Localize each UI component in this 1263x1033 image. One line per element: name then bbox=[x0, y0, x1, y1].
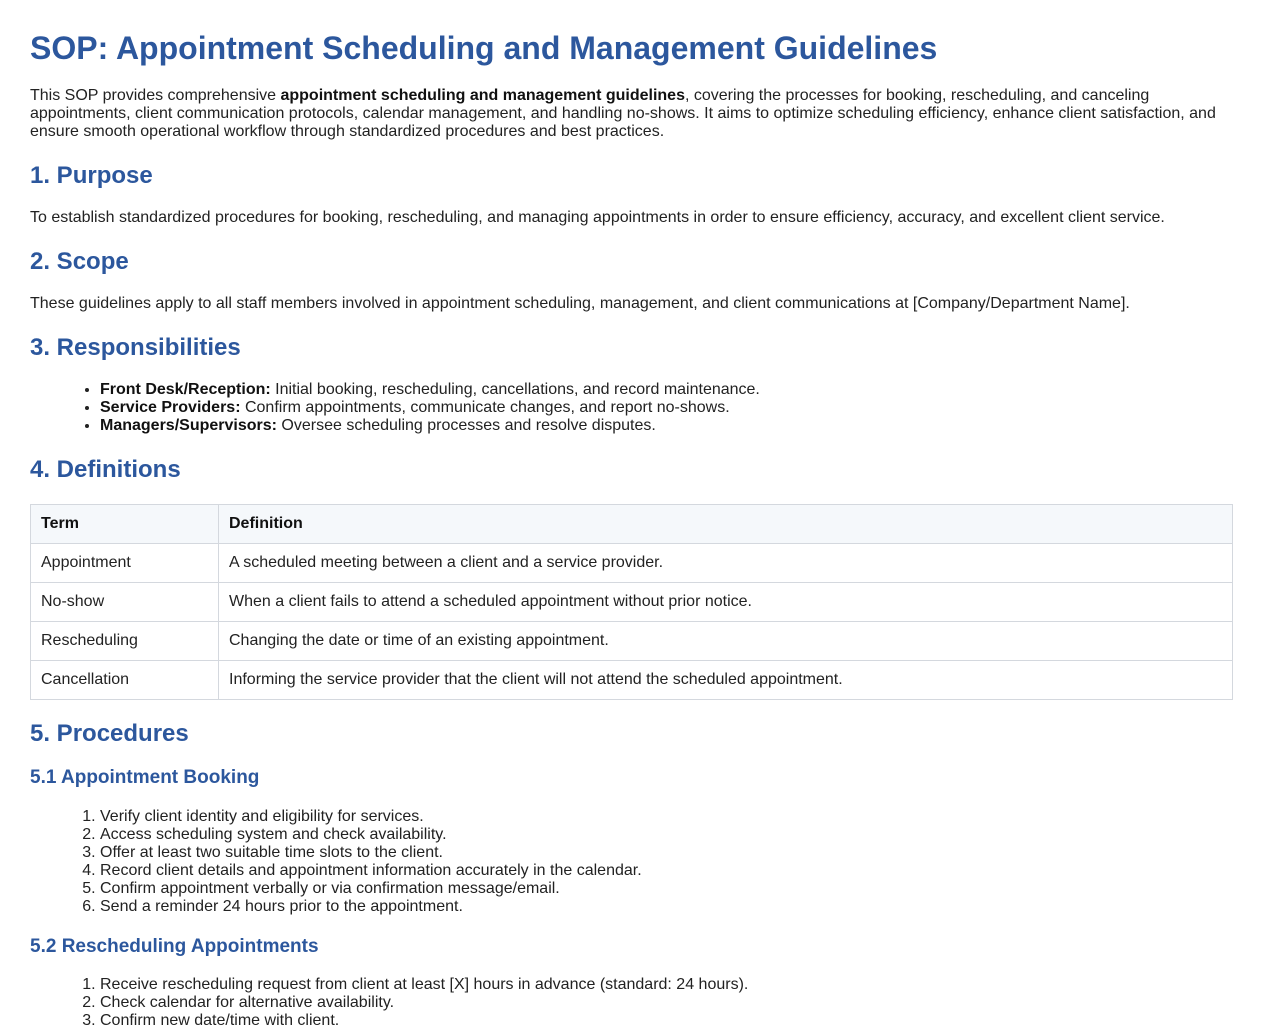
role-description: Confirm appointments, communicate changes, and report no-shows. bbox=[240, 399, 730, 416]
list-item bbox=[100, 381, 760, 399]
scope-heading: 2. Scope bbox=[30, 248, 129, 275]
intro-text-start: This SOP provides comprehensive bbox=[30, 87, 281, 104]
purpose-text: To establish standardized procedures for booking, rescheduling, and managing appointments in order to ensure efficiency, accuracy, and excellent client service. bbox=[30, 209, 1165, 226]
booking-steps-list bbox=[30, 808, 642, 916]
list-item: 5. Confirm appointment verbally or via confirmation message/email. bbox=[100, 880, 642, 898]
term-cell: No-show bbox=[31, 583, 219, 622]
procedures-heading: 5. Procedures bbox=[30, 720, 189, 747]
responsibilities-heading: 3. Responsibilities bbox=[30, 334, 241, 361]
purpose-heading: 1. Purpose bbox=[30, 162, 153, 189]
list-item: 2. Check calendar for alternative availability. bbox=[100, 994, 748, 1012]
list-item: 6. Send a reminder 24 hours prior to the appointment. bbox=[100, 898, 642, 916]
intro-emphasis: appointment scheduling and management guidelines bbox=[280, 87, 685, 104]
table-row bbox=[31, 622, 1233, 661]
rescheduling-steps-list bbox=[30, 976, 748, 1030]
role-description: Oversee scheduling processes and resolve disputes. bbox=[276, 417, 656, 434]
scope-text: These guidelines apply to all staff members involved in appointment scheduling, management, and client communications at [Company/Department Name]. bbox=[30, 295, 1130, 312]
definitions-heading: 4. Definitions bbox=[30, 456, 181, 483]
column-header-definition: Definition bbox=[219, 505, 1233, 544]
rescheduling-subheading: 5.2 Rescheduling Appointments bbox=[30, 936, 319, 957]
list-item: 2. Access scheduling system and check availability. bbox=[100, 826, 642, 844]
definition-cell: When a client fails to attend a scheduled appointment without prior notice. bbox=[219, 583, 1233, 622]
intro-text-end: , covering the processes for booking, rescheduling, and canceling appointments, client communication protocols, calendar management, and handling no-shows. It aims to optimize scheduling efficiency, enhance client satisfaction, and ensure smooth operational workflow through standardized procedures and best practices. bbox=[30, 87, 1216, 140]
definition-cell: Informing the service provider that the client will not attend the scheduled appointment. bbox=[219, 661, 1233, 700]
role-label: Service Providers: bbox=[100, 399, 241, 416]
responsibilities-list bbox=[30, 381, 760, 435]
table-row bbox=[31, 544, 1233, 583]
list-item: 3. Confirm new date/time with client. bbox=[100, 1012, 748, 1030]
role-label: Front Desk/Reception: bbox=[100, 381, 271, 398]
term-cell: Cancellation bbox=[31, 661, 219, 700]
role-label: Managers/Supervisors: bbox=[100, 417, 277, 434]
term-cell: Appointment bbox=[31, 544, 219, 583]
list-item: 1. Verify client identity and eligibility for services. bbox=[100, 808, 642, 826]
term-cell: Rescheduling bbox=[31, 622, 219, 661]
column-header-term: Term bbox=[31, 505, 219, 544]
list-item bbox=[100, 399, 760, 417]
list-item: 4. Record client details and appointment information accurately in the calendar. bbox=[100, 862, 642, 880]
table-header-row bbox=[31, 505, 1233, 544]
list-item: 3. Offer at least two suitable time slots to the client. bbox=[100, 844, 642, 862]
intro-paragraph bbox=[30, 87, 1230, 141]
definition-cell: A scheduled meeting between a client and a service provider. bbox=[219, 544, 1233, 583]
definitions-table bbox=[30, 504, 1233, 700]
definition-cell: Changing the date or time of an existing appointment. bbox=[219, 622, 1233, 661]
page-title: SOP: Appointment Scheduling and Management Guidelines bbox=[30, 30, 938, 66]
table-row bbox=[31, 583, 1233, 622]
role-description: Initial booking, rescheduling, cancellations, and record maintenance. bbox=[270, 381, 760, 398]
list-item bbox=[100, 417, 760, 435]
booking-subheading: 5.1 Appointment Booking bbox=[30, 767, 260, 788]
list-item: 1. Receive rescheduling request from client at least [X] hours in advance (standard: 24 hours). bbox=[100, 976, 748, 994]
table-row bbox=[31, 661, 1233, 700]
